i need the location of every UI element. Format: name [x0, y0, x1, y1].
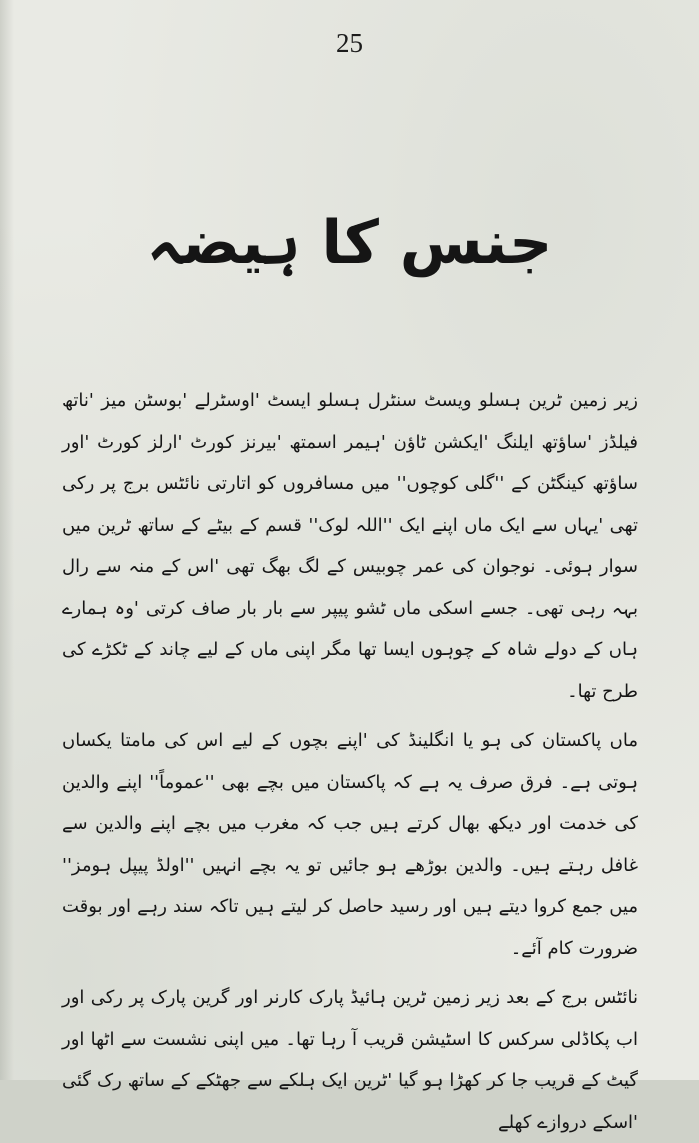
page-number: 25 — [336, 28, 363, 58]
paragraph: نائٹس برج کے بعد زیر زمین ٹرین ہائیڈ پارک کارنر اور گرین پارک پر رکی اور اب پکاڈلی سرکس کا اسٹیشن قریب آ رہا تھا۔ میں اپنی نشست سے اٹھا اور گیٹ کے قریب جا کر کھڑا ہو گیا 'ٹرین ایک ہلکے سے جھٹکے کے ساتھ رک گئی 'اسکے دروازے کھلے — [62, 987, 638, 1133]
paragraph: زیر زمین ٹرین ہسلو ویسٹ سنٹرل ہسلو ایسٹ 'اوسٹرلے 'بوسٹن میز 'ناتھ فیلڈز 'ساؤتھ ایلنگ 'ایکشن ٹاؤن 'ہیمر اسمتھ 'بیرنز کورٹ 'ارلز کورٹ 'اور ساؤتھ کینگٹن کے ''گلی کوچوں'' میں مسافروں کو اتارتی نائٹس برج پر رکی تھی 'یہاں سے ایک ماں اپنے ایک ''اللہ لوک'' قسم کے بیٹے کے ساتھ ٹرین میں سوار ہوئی۔ نوجوان کی عمر چوبیس کے لگ بھگ تھی 'اس کے منہ سے رال بہہ رہی تھی۔ جسے اسکی ماں ٹشو پیپر سے بار بار صاف کرتی 'وہ ہمارے ہاں کے دولے شاہ کے چوہوں ایسا تھا مگر اپنی ماں کے لیے چاند کے ٹکڑے کی طرح تھا۔ — [62, 390, 638, 702]
chapter-title: جنس کا ہیضہ — [146, 208, 553, 278]
body-text — [62, 380, 638, 1143]
paragraph: ماں پاکستان کی ہو یا انگلینڈ کی 'اپنے بچوں کے لیے اس کی مامتا یکساں ہوتی ہے۔ فرق صرف یہ ہے کہ پاکستان میں بچے بھی ''عموماً'' اپنے والدین کی خدمت اور دیکھ بھال کرتے ہیں جب کہ مغرب میں بچے اپنے والدین سے غافل رہتے ہیں۔ والدین بوڑھے ہو جائیں تو یہ بچے انہیں ''اولڈ پیپل ہومز'' میں جمع کروا دیتے ہیں اور رسید حاصل کر لیتے ہیں تاکہ سند رہے اور بوقت ضرورت کام آئے۔ — [62, 730, 638, 959]
